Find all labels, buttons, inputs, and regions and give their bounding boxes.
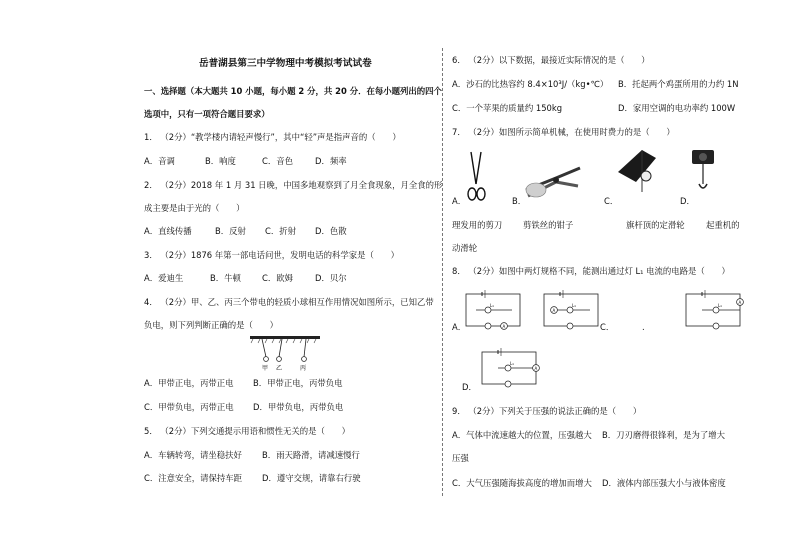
q7-caption-d: 起重机的 bbox=[706, 220, 740, 230]
q2-stem-cont: 成主要是由于光的（ ） bbox=[144, 203, 245, 213]
section-header: 一、选择题（本大题共 10 小题，每小题 2 分，共 20 分．在每小题列出的四个 bbox=[144, 86, 442, 96]
q8-b-meter-label: A bbox=[552, 308, 556, 313]
column-divider bbox=[442, 48, 444, 496]
q4-option-d: D．甲带负电，丙带负电 bbox=[253, 402, 344, 412]
section-header-cont: 选项中，只有一项符合题目要求） bbox=[144, 109, 270, 119]
q6-option-d: D．家用空调的电功率约 100W bbox=[618, 103, 736, 113]
q8-circuit-d bbox=[478, 346, 544, 390]
q2-stem: 2． （2分）2018 年 1 月 31 日晚，中国多地观察到了月全食现象，月全食的形 bbox=[144, 180, 443, 190]
q1-option-d: D．频率 bbox=[315, 156, 347, 166]
q4-ball-yi bbox=[277, 357, 282, 362]
q8-circuit-c bbox=[682, 288, 748, 332]
q8-option-d: D． bbox=[462, 382, 477, 392]
q6-option-b: B．托起两个鸡蛋所用的力约 1N bbox=[618, 79, 739, 89]
q2-option-c: C．折射 bbox=[265, 226, 296, 236]
q6-option-c: C．一个苹果的质量约 150kg bbox=[452, 103, 563, 113]
q3-option-c: C．欧姆 bbox=[262, 273, 293, 283]
q4-string-bing bbox=[304, 339, 306, 357]
q4-option-b: B．甲带正电，丙带负电 bbox=[253, 378, 343, 388]
q2-option-a: A．直线传播 bbox=[144, 226, 192, 236]
q7-fixed-pulley-figure bbox=[616, 146, 658, 194]
q2-option-b: B．反射 bbox=[215, 226, 246, 236]
page-title: 岳普湖县第三中学物理中考模拟考试试卷 bbox=[199, 58, 372, 69]
q4-stem-cont: 负电，则下列判断正确的是（ ） bbox=[144, 320, 278, 330]
q4-option-a: A．甲带正电，丙带正电 bbox=[144, 378, 234, 388]
q7-option-c: C． bbox=[604, 196, 619, 206]
q7-stem: 7． （2分）如图所示简单机械，在使用时费力的是（ ） bbox=[452, 127, 675, 137]
q3-option-d: D．贝尔 bbox=[315, 273, 347, 283]
q4-stem: 4． （2分）甲、乙、丙三个带电的轻质小球相互作用情况如图所示，已知乙带 bbox=[144, 297, 434, 307]
q4-support-bar bbox=[250, 336, 320, 339]
q7-caption-b: 剪铁丝的钳子 bbox=[523, 220, 574, 230]
q7-caption-c: 旗杆顶的定滑轮 bbox=[626, 220, 685, 230]
q8-a-meter-label: A bbox=[502, 324, 506, 329]
q9-option-d: D．液体内部压强大小与液体密度 bbox=[602, 478, 726, 488]
q3-option-a: A．爱迪生 bbox=[144, 273, 184, 283]
q4-ball-jia bbox=[264, 357, 269, 362]
q8-d-meter-label: A bbox=[534, 366, 538, 371]
q8-circuit-a bbox=[462, 288, 524, 332]
q8-c-meter-label: A bbox=[738, 300, 742, 305]
q1-stem: 1． （2分）“教学楼内请轻声慢行”，其中“轻”声是指声音的（ ） bbox=[144, 132, 401, 142]
q7-pliers-figure bbox=[522, 160, 584, 204]
q8-option-a: A． bbox=[452, 322, 467, 332]
q5-option-a: A．车辆转弯，请坐稳扶好 bbox=[144, 450, 242, 460]
q4-label-jia: 甲 bbox=[262, 365, 269, 372]
q9-stem: 9． （2分）下列关于压强的说法正确的是（ ） bbox=[452, 406, 642, 416]
q4-option-c: C．甲带负电，丙带正电 bbox=[144, 402, 234, 412]
q3-option-b: B．牛顿 bbox=[210, 273, 241, 283]
q1-option-a: A．音调 bbox=[144, 156, 175, 166]
q7-option-d: D． bbox=[680, 196, 695, 206]
q3-stem: 3． （2分）1876 年第一部电话问世，发明电话的科学家是（ ） bbox=[144, 250, 400, 260]
q6-option-a: A．沙石的比热容约 8.4×10³J/（kg•℃） bbox=[452, 79, 609, 89]
q7-movable-pulley-figure bbox=[688, 146, 720, 196]
q4-label-yi: 乙 bbox=[276, 365, 283, 372]
q5-option-c: C．注意安全，请保持车距 bbox=[144, 473, 242, 483]
q2-option-d: D．色散 bbox=[315, 226, 347, 236]
q7-caption-d-cont: 动滑轮 bbox=[452, 243, 478, 253]
q7-option-b: B． bbox=[512, 196, 527, 206]
q8-d-l1-label: L₁ bbox=[510, 361, 514, 366]
q7-option-a: A． bbox=[452, 196, 467, 206]
q7-caption-a: 理发用的剪刀 bbox=[452, 220, 503, 230]
q5-stem: 5． （2分）下列交通提示用语和惯性无关的是（ ） bbox=[144, 426, 350, 436]
q8-b-l1-label: L₁ bbox=[572, 303, 576, 308]
q7-scissors-figure bbox=[462, 150, 490, 206]
q4-charged-balls-figure bbox=[248, 334, 322, 372]
q9-option-b-cont: 压强 bbox=[452, 453, 469, 463]
q8-stem: 8． （2分）如图中两灯规格不同，能测出通过灯 L₁ 电流的电路是（ ） bbox=[452, 266, 730, 276]
q5-option-d: D．遵守交规，请靠右行驶 bbox=[262, 473, 361, 483]
q9-option-c: C．大气压强随海拔高度的增加而增大 bbox=[452, 478, 592, 488]
q8-circuit-b bbox=[540, 288, 602, 332]
q6-stem: 6． （2分）以下数据，最接近实际情况的是（ ） bbox=[452, 55, 650, 65]
q1-option-c: C．音色 bbox=[262, 156, 293, 166]
q5-option-b: B．雨天路滑，请减速慢行 bbox=[262, 450, 360, 460]
q8-option-c-dot: . bbox=[642, 322, 645, 332]
q9-option-b: B．刀刃磨得很锋利，是为了增大 bbox=[602, 430, 725, 440]
q8-option-c: C． bbox=[600, 322, 615, 332]
q9-option-a: A．气体中流速越大的位置，压强越大 bbox=[452, 430, 592, 440]
q4-ball-bing bbox=[302, 357, 307, 362]
q4-label-bing: 丙 bbox=[300, 365, 307, 372]
q8-a-l1-label: L₁ bbox=[490, 303, 494, 308]
q1-option-b: B．响度 bbox=[205, 156, 236, 166]
q8-c-l1-label: L₁ bbox=[718, 303, 722, 308]
